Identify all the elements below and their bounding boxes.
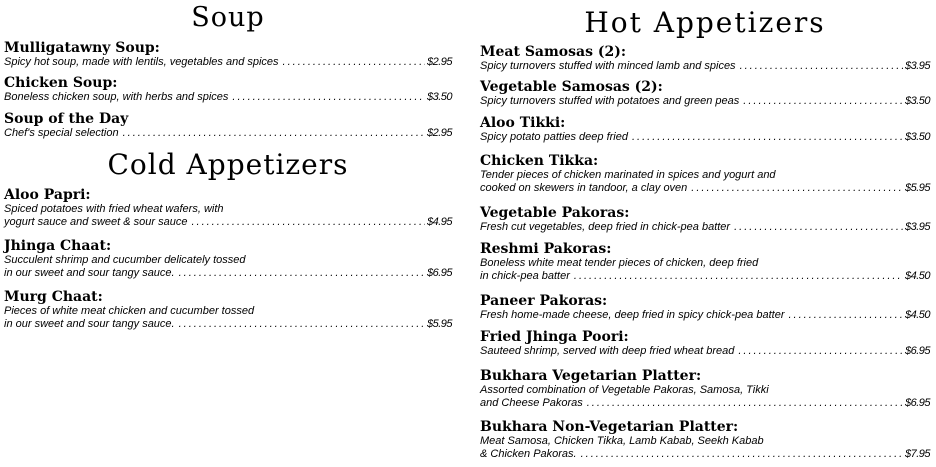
menu-item-price: $3.50 (904, 95, 930, 107)
dot-leader (743, 95, 903, 108)
menu-item-description-row (480, 397, 930, 410)
menu-item-description: Fresh home-made cheese, deep fried in spicy chick-pea batter (480, 309, 785, 321)
menu-item-price: $3.95 (904, 60, 930, 72)
menu-item (480, 293, 930, 322)
menu-item-description-row (4, 91, 452, 104)
menu-item-price: $4.50 (904, 309, 930, 321)
menu-item-description: Succulent shrimp and cucumber delicately tossed (4, 254, 246, 266)
dot-leader (574, 270, 903, 283)
menu-item-description: Boneless chicken soup, with herbs and spices (4, 91, 229, 103)
cold-appetizers-heading: Cold Appetizers (107, 148, 349, 181)
menu-item (480, 115, 930, 144)
menu-item-name: Bukhara Vegetarian Platter: (480, 368, 702, 384)
dot-leader (738, 345, 903, 358)
menu-item (4, 238, 452, 280)
dot-leader (283, 56, 425, 69)
menu-item-description-row (480, 131, 930, 144)
menu-item-description-row (480, 60, 930, 73)
menu-item-name: Soup of the Day (4, 111, 129, 127)
menu-item-description-row (4, 56, 452, 69)
dot-leader (581, 448, 903, 461)
menu-item-description-row (480, 448, 930, 461)
menu-item-description-row (4, 318, 452, 331)
menu-item (4, 187, 452, 229)
menu-item (480, 419, 930, 461)
menu-item-description-row (480, 309, 930, 322)
menu-item-description: Spicy hot soup, made with lentils, vegetables and spices (4, 56, 279, 68)
menu-item-description: Spiced potatoes with fried wheat wafers, with (4, 203, 224, 215)
menu-item-price: $5.95 (904, 182, 930, 194)
menu-item-price: $4.50 (904, 270, 930, 282)
dot-leader (632, 131, 903, 144)
menu-item-name: Paneer Pakoras: (480, 293, 608, 309)
dot-leader (734, 221, 903, 234)
menu-item-description-row (4, 127, 452, 140)
menu-item-description: Pieces of white meat chicken and cucumber tossed (4, 305, 255, 317)
menu-item-description: Spicy turnovers stuffed with minced lamb and spices (480, 60, 736, 72)
menu-item-name: Vegetable Samosas (2): (480, 79, 663, 95)
menu-item (480, 79, 930, 108)
menu-item-description-row (4, 216, 452, 229)
menu-item-description: Spicy turnovers stuffed with potatoes and green peas (480, 95, 740, 107)
menu-item-price: $5.95 (426, 318, 452, 330)
menu-item-price: $3.95 (904, 221, 930, 233)
menu-item-description: yogurt sauce and sweet & sour sauce (4, 216, 188, 228)
menu-item-price: $7.95 (904, 448, 930, 460)
menu-item-price: $6.95 (426, 267, 452, 279)
menu-item-name: Aloo Papri: (4, 187, 91, 203)
menu-item-price: $2.95 (426, 127, 452, 139)
menu-item-name: Fried Jhinga Poori: (480, 329, 629, 345)
dot-leader (179, 318, 425, 331)
menu-item-description: Meat Samosa, Chicken Tikka, Lamb Kabab, Seekh Kabab (480, 435, 764, 447)
menu-item (480, 44, 930, 73)
menu-item-name: Mulligatawny Soup: (4, 40, 160, 56)
menu-item (4, 75, 452, 104)
dot-leader (691, 182, 903, 195)
menu-item (480, 329, 930, 358)
menu-item-description: Sauteed shrimp, served with deep fried wheat bread (480, 345, 735, 357)
menu-item-description: Spicy potato patties deep fried (480, 131, 628, 143)
menu-item-description: Tender pieces of chicken marinated in spices and yogurt and (480, 169, 776, 181)
menu-item-description-row (480, 182, 930, 195)
menu-item-price: $6.95 (904, 345, 930, 357)
menu-item-name: Aloo Tikki: (480, 115, 566, 131)
menu-item-price: $6.95 (904, 397, 930, 409)
menu-item-description-row (480, 221, 930, 234)
menu-item-name: Meat Samosas (2): (480, 44, 627, 60)
menu-item (4, 40, 452, 69)
menu-item-description: in our sweet and sour tangy sauce. (4, 318, 175, 330)
menu-item-description: in our sweet and sour tangy sauce. (4, 267, 175, 279)
menu-item (480, 153, 930, 195)
menu-item-price: $4.95 (426, 216, 452, 228)
menu-item-name: Vegetable Pakoras: (480, 205, 630, 221)
soup-heading: Soup (191, 2, 265, 33)
menu-item-description: in chick-pea batter (480, 270, 570, 282)
hot-appetizers-heading: Hot Appetizers (584, 6, 826, 39)
menu-item-description: Assorted combination of Vegetable Pakoras, Samosa, Tikki (480, 384, 769, 396)
dot-leader (191, 216, 425, 229)
menu-item-name: Reshmi Pakoras: (480, 241, 612, 257)
menu-item-name: Murg Chaat: (4, 289, 103, 305)
menu-item-description: Chef's special selection (4, 127, 119, 139)
dot-leader (179, 267, 425, 280)
menu-item-description-row (4, 267, 452, 280)
menu-item-description: and Cheese Pakoras (480, 397, 583, 409)
menu-item-price: $2.95 (426, 56, 452, 68)
dot-leader (789, 309, 903, 322)
menu-item-price: $3.50 (904, 131, 930, 143)
menu-item-description: cooked on skewers in tandoor, a clay oven (480, 182, 688, 194)
menu-item (4, 289, 452, 331)
menu-item-name: Jhinga Chaat: (4, 238, 112, 254)
dot-leader (740, 60, 903, 73)
menu-item-description: & Chicken Pakoras. (480, 448, 577, 460)
dot-leader (123, 127, 425, 140)
menu-item (480, 241, 930, 283)
menu-item-description: Boneless white meat tender pieces of chicken, deep fried (480, 257, 759, 269)
menu-item (480, 205, 930, 234)
dot-leader (587, 397, 903, 410)
menu-item-description-row (480, 270, 930, 283)
menu-item-description-row (480, 95, 930, 108)
dot-leader (232, 91, 425, 104)
menu-item-name: Bukhara Non-Vegetarian Platter: (480, 419, 739, 435)
menu-item-name: Chicken Soup: (4, 75, 118, 91)
menu-item-price: $3.50 (426, 91, 452, 103)
menu-item (480, 368, 930, 410)
menu-item-description: Fresh cut vegetables, deep fried in chick-pea batter (480, 221, 731, 233)
menu-item-name: Chicken Tikka: (480, 153, 599, 169)
menu-item (4, 111, 452, 140)
menu-item-description-row (480, 345, 930, 358)
